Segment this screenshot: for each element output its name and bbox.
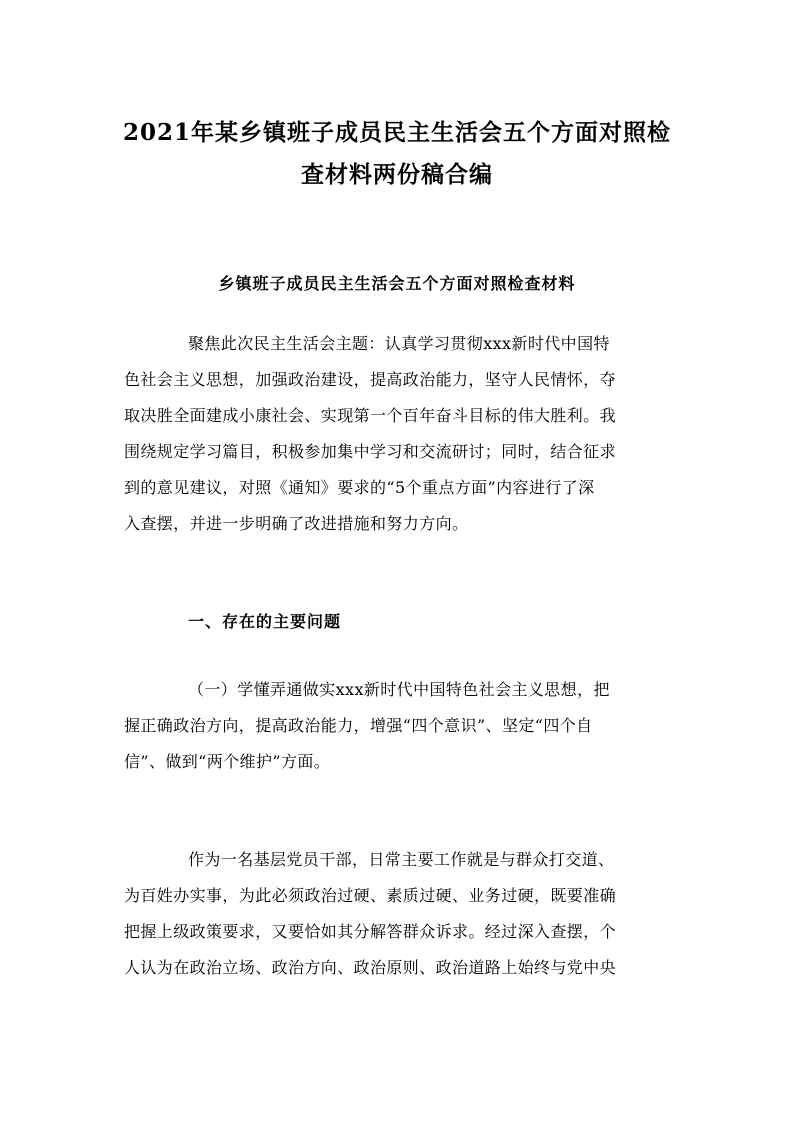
text-line: 取决胜全面建成小康社会、实现第一个百年奋斗目标的伟大胜利。我 [124, 406, 617, 425]
document-subtitle: 乡镇班子成员民主生活会五个方面对照检查材料 [218, 274, 576, 293]
text-line: 聚焦此次民主生活会主题：认真学习贯彻xxx新时代中国特 [188, 334, 610, 353]
body-paragraph [124, 842, 684, 986]
text-line: 为百姓办实事，为此必须政治过硬、素质过硬、业务过硬，既要准确 [124, 886, 617, 905]
text-line: 色社会主义思想，加强政治建设，提高政治能力，坚守人民情怀，夺 [124, 370, 617, 389]
section-heading: 一、存在的主要问题 [188, 612, 342, 631]
intro-paragraph [124, 326, 684, 542]
text-line: 信”、做到“两个维护”方面。 [124, 752, 331, 771]
text-line: 握正确政治方向，提高政治能力，增强“四个意识”、坚定“四个自 [124, 716, 593, 735]
text-line: 围绕规定学习篇目，积极参加集中学习和交流研讨；同时，结合征求 [124, 442, 617, 461]
text-line: 入查摆，并进一步明确了改进措施和努力方向。 [124, 514, 469, 533]
title-line: 2021年某乡镇班子成员民主生活会五个方面对照检 [122, 119, 671, 146]
text-line: 作为一名基层党员干部，日常主要工作就是与群众打交道、 [188, 850, 615, 869]
title-line: 查材料两份稿合编 [301, 161, 493, 188]
subsection-paragraph [124, 672, 684, 780]
text-line: 把握上级政策要求，又要恰如其分解答群众诉求。经过深入查摆，个 [124, 922, 617, 941]
text-line: 到的意见建议，对照《通知》要求的“5个重点方面”内容进行了深 [124, 478, 595, 497]
text-line: 人认为在政治立场、政治方向、政治原则、政治道路上始终与党中央 [124, 958, 617, 977]
text-line: （一）学懂弄通做实xxx新时代中国特色社会主义思想，把 [188, 680, 610, 699]
document-title [90, 112, 704, 196]
